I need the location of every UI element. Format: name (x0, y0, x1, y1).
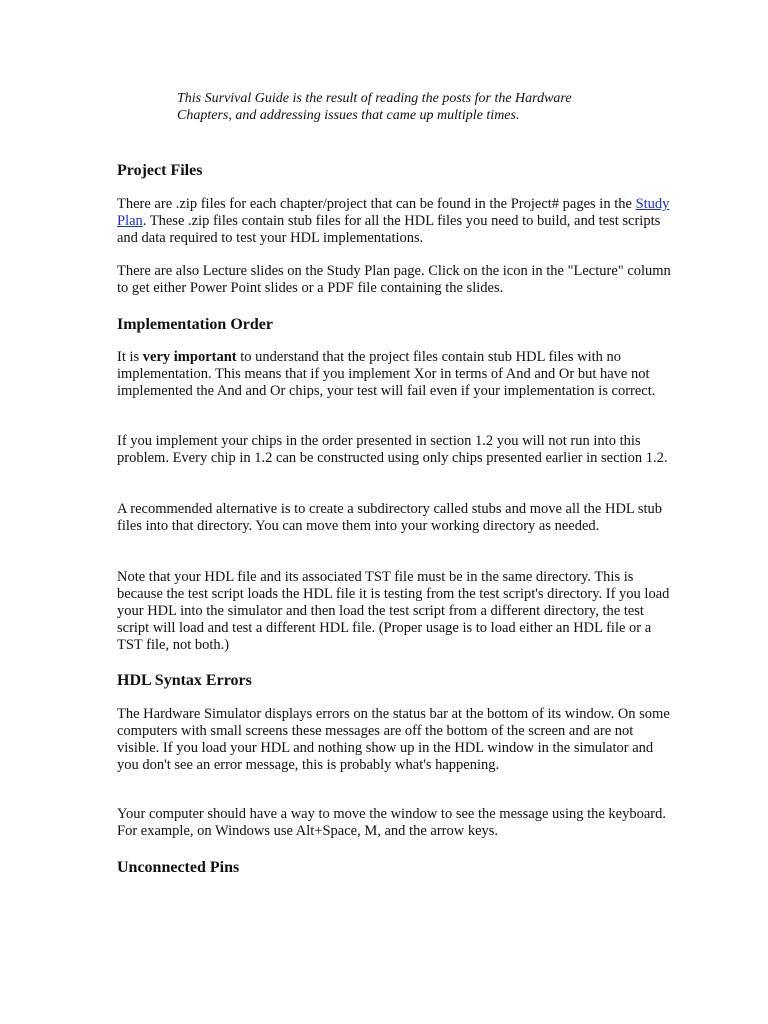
text-segment: . These .zip files contain stub files for all the HDL files you need to build, and test scripts and data required to test your HDL implementations. (117, 213, 661, 246)
project-files-paragraph-1 (117, 196, 677, 247)
text-segment: There are .zip files for each chapter/project that can be found in the Project# pages in the (117, 196, 636, 212)
implementation-order-paragraph-1 (117, 349, 677, 400)
implementation-order-paragraph-3: A recommended alternative is to create a subdirectory called stubs and move all the HDL stub files into that directory. You can move them into your working directory as needed. (117, 501, 663, 534)
hdl-syntax-errors-paragraph-2: Your computer should have a way to move the window to see the message using the keyboard. For example, on Windows use Alt+Space, M, and the arrow keys. (117, 806, 667, 839)
emphasis-text: very important (142, 349, 237, 365)
hdl-syntax-errors-paragraph-1: The Hardware Simulator displays errors on the status bar at the bottom of its window. On some computers with small screens these messages are off the bottom of the screen and are not visible. If you load your HDL and nothing show up in the HDL window in the simulator and you don't see an error message, this is probably what's happening. (117, 706, 670, 773)
intro-paragraph: This Survival Guide is the result of reading the posts for the Hardware Chapters, and addressing issues that came up multiple times. (177, 91, 572, 123)
implementation-order-paragraph-4: Note that your HDL file and its associated TST file must be in the same directory. This is because the test script loads the HDL file it is testing from the test script's directory. If you load your HDL into the simulator and then load the test script from a different directory, the test script will load and test a different HDL file. (Proper usage is to load either an HDL file or a TST file, not both.) (117, 569, 670, 653)
heading-project-files: Project Files (117, 162, 203, 179)
heading-hdl-syntax-errors: HDL Syntax Errors (117, 672, 252, 689)
text-segment: It is (117, 349, 143, 365)
implementation-order-paragraph-2: If you implement your chips in the order presented in section 1.2 you will not run into this problem. Every chip in 1.2 can be constructed using only chips presented earlier in section 1.2. (117, 433, 668, 466)
heading-implementation-order: Implementation Order (117, 316, 273, 333)
text-segment: to understand that the project files contain stub HDL files with no implementation. This means that if you implement Xor in terms of And and Or but have not implemented the And and Or chips, your test will fail even if your implementation is correct. (117, 349, 656, 399)
heading-unconnected-pins: Unconnected Pins (117, 859, 240, 876)
study-plan-link[interactable]: Study Plan (117, 196, 670, 229)
project-files-paragraph-2: There are also Lecture slides on the Study Plan page. Click on the icon in the "Lecture" column to get either Power Point slides or a PDF file containing the slides. (117, 263, 671, 296)
